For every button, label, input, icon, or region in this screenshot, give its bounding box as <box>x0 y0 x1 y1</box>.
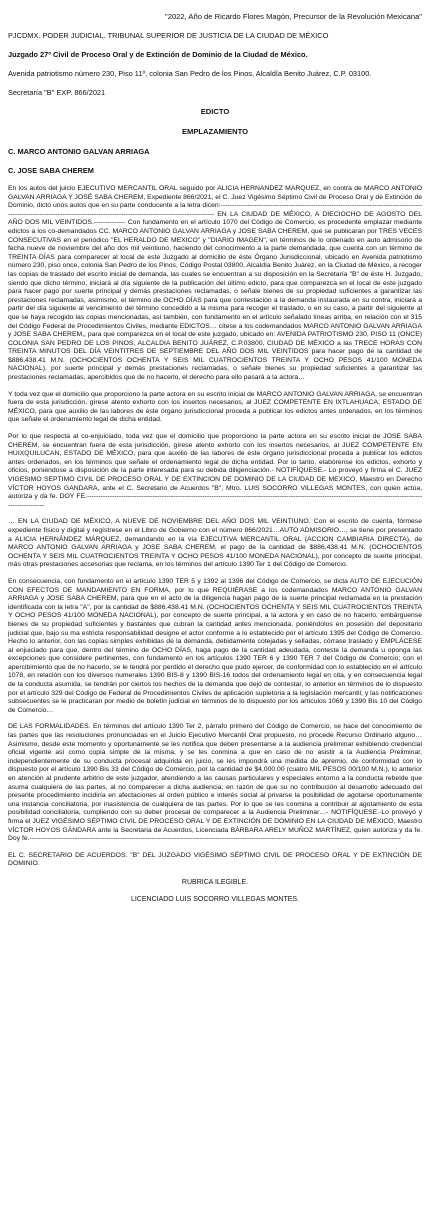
paragraph-auto-agosto: En los autos del juicio EJECUTIVO MERCANTIL ORAL seguido por ALICIA HERNANDEZ MARQUEZ, en contra de MARCO ANTONIO GALVAN ARRIAGA Y JOSÉ SABA CHEREM, Expediente 866/2021, el C. Juez Vigésimo Séptimo Civil de Proceso Oral y de Extinción de Dominio, dictó unos autos que en su parte conducente a la letra dicen:------------------------------------------------------------------------------------------------------------------------------------------------------------------------------------ EN LA CIUDAD DE MÉXICO, A DIECIOCHO DE AGOSTO DEL AÑO DOS MIL VEINTIDOS.-------------- Con fundamento en el artículo 1070 del Código de Comercio, es procedente emplazar mediante edictos a los co-demandados CC. MARCO ANTONIO GALVAN ARRIAGA y JOSE SABA CHEREM, que se publicaran por TRES VECES CONSECUTIVAS en el periódico "EL HERALDO DE MEXICO" y "DIARIO IMAGEN", en términos de lo ordenado en auto admisorio de fecha nueve de noviembre del año dos mil veintiuno, haciendo del conocimiento a la parte demandada, que cuenta con un término de TREINTA DÍAS para comparecer al local de este Juzgado al domicilio de éste Órgano Jurisdiccional, ubicado en Avenida patriotismo número 230, piso once, colonia San Pedro de los Pinos, Código Postal 03800, Alcaldía Benito Juárez, en la Ciudad de México, a recoger las copias de traslado del escrito inicial de demanda, las cuales se encuentran a su disposición en la Secretaría "B" de éste H. Juzgado, siendo que dicho término, iniciará al día siguiente de la publicación del último edicto, para que comparezca en el local de este juzgado para hacer pago por suerte principal y demás prestaciones reclamadas, o señale bienes de su propiedad suficientes a garantizar las prestaciones reclamadas, asimismo, el término de OCHO DÍAS para que contestación a la demanda instaurada en su contra, iniciará a partir del día siguiente al vencimiento del término concedido a la misma para recoger el traslado, o en su caso, a partir del siguiente al que se haya recogido las copias mencionadas, así también, con fundamento en el artículo señalado líneas arriba, en relación con el 315 del Código Federal de Procedimientos Civiles, mediante EDICTOS… cítese a los codemandados MARCO ANTONIO GALVAN ARRIAGA y JOSE SABA CHEREM,, para que comparezca en el local de este juzgado, ubicado en: AVENIDA PATRIOTISMO 230, PISO 11 (ONCE) COLONIA SAN PEDRO DE LOS PINOS, ALCALDIA BENITO JUÁREZ, C.P.03800, CIUDAD DE MÉXICO a las TRECE HORAS CON TREINTA MINUTOS DEL DÍA VEINTITRES DE SEPTIEMBRE DEL AÑO DOS MIL VEINTIDOS para hacer pago de la cantidad de $886,438.41 M.N. (OCHOCIENTOS OCHENTA Y SEIS MIL CUATROCIENTOS TREINTA Y OCHO PESOS 41/100 MONEDA NACIONAL), por suerte principal y demás prestaciones reclamadas, o señale bienes su propiedad suficientes a garantizar las prestaciones reclamadas, apercibidos que de no hacerlo, el derecho para ello pasará a la actora… <box>8 185 422 382</box>
paragraph-secretario: EL C. SECRETARIO DE ACUERDOS. "B" DEL JUZGADO VIGÉSIMO SÉPTIMO CIVIL DE PROCESO ORAL Y DE EXTINCIÓN DE DOMINIO. <box>8 851 422 868</box>
addressee-second: C. JOSE SABA CHEREM <box>8 166 94 175</box>
paragraph-auto-ejecucion: En consecuencia, con fundamento en el artículo 1390 TER 5 y 1392 al 1396 del Código de Comercio, se dicta AUTO DE EJECUCIÓN CON EFECTOS DE MANDAMIENTO EN FORMA, por lo que REQUIÉRASE a los codemandados MARCO ANTONIO GALVAN ARRIAGA y JOSE SABA CHEREM, para que en el acto de la diligencia hagan pago de la suerte principal reclamada en la prestación identificada con la letra "A", por la cantidad de $886,438.41 M.N. (OCHOCIENTOS OCHENTA Y SEIS MIL CUATROCIENTOS TREINTA Y OCHO PESOS 41/100 MONEDA NACIONAL), por concepto de suerte principal, a la actora y en caso de no hacerlo, embárguense bienes de su propiedad suficientes y bastantes que cubran la cantidad antes mencionada, poniéndolos en posesión del depositario judicial que, bajo su ma estricta responsabilidad designe el actor conforme a lo establecido por el artículo 1395 del Código de Comercio. Hecho lo anterior, con las copias simples exhibidas de la demanda, debidamente cotejadas y selladas, córrase traslado y EMPLÁCESE al enjuiciado para que, dentro del término de OCHO DÍAS, haga pago de la cantidad adeudada, conteste la demanda u oponga las excepciones que considere pertinentes, con fundamento en los artículos 1390 TER 6 y 1390 TER 7 del Código de Comercio; con el apercibimiento que de no hacerlo, se le tendrá por perdido el derecho que pudo ejercer, de conformidad con lo establecido en el artículo 1078, en relación con los diversos numerales 1390 BIS-8 y 1390 BIS-16 todos del ordenamiento legal en cita, y en consecuencia legal de la conducta asumida, se tendrán por ciertos los hechos de la demanda que dejó de contestar, lo anterior en términos de lo dispuesto por el artículo 329 del Código de Federal de Procedimientos Civiles de aplicación supletoria a la legislación mercantil, y las notificaciones subsecuentes se le practicaran por medio de boletín judicial en términos de lo dispuesto por los artículos 1069 y 1390 Bis 10 del Código de Comercio… <box>8 577 422 714</box>
edicto-title: EDICTO <box>200 107 230 116</box>
signature-rubrica: RUBRICA ILEGIBLE. <box>181 878 249 886</box>
year-motto: "2022, Año de Ricardo Flores Magón, Precursor de la Revolución Mexicana" <box>165 12 422 21</box>
court-name: Juzgado 27º Civil de Proceso Oral y de Extinción de Dominio de la Ciudad de México. <box>8 50 308 59</box>
court-address: Avenida patriotismo número 230, Piso 11º, colonia San Pedro de los Pinos, Alcaldía Benito Juárez, C.P. 03100. <box>8 69 372 78</box>
addressee-first: C. MARCO ANTONIO GALVAN ARRIAGA <box>8 147 150 156</box>
paragraph-auto-admisorio: … EN LA CIUDAD DE MÉXICO, A NUEVE DE NOVIEMBRE DEL AÑO DOS MIL VEINTIUNO. Con el escrito de cuenta, fórmese expediente físico y digital y regístrese en el Libro de Gobierno con el número 866/2021…AUTO ADMISORIO…, se tiene por presentado a ALICIA HERNÁNDEZ MÁRQUEZ, demandando en la vía EJECUTIVA MERCANTIL ORAL (ACCION CAMBIARIA DIRECTA), de MARCO ANTONIO GALVAN ARRIAGA y JOSE SABA CHEREM, el pago de la cantidad de $886,438.41 M.N. (OCHOCIENTOS OCHENTA Y SEIS MIL CUATROCIENTOS TREINTA Y OCHO PESOS 41/100 MONEDA NACIONAL), por concepto de suerte principal, más otras prestaciones accesorias que reclama, en los términos del artículo 1390 Ter 1 del Código de Comercio. <box>8 518 422 569</box>
signature-name: LICENCIADO LUIS SOCORRO VILLEGAS MONTES. <box>130 895 300 903</box>
institution-line: PJCDMX. PODER JUDICIAL. TRIBUNAL SUPERIOR DE JUSTICIA DE LA CIUDAD DE MÉXICO <box>8 31 329 40</box>
paragraph-exhorto-huixquilucan: Por lo que respecta al co-enjuiciado, toda vez que el domicilio que proporciono la parte actora en su escrito inicial de JOSE SABA CHEREM, se encuentran fuera de esta jurisdicción, gírese atento exhorto con los insertos necesarios, al JUEZ COMPETENTE EN HUIXQUILUCAN, ESTADO DE MÉXICO, para que auxilio de las labores de éste órgano jurisdiccional proceda a publicar los edictos antes ordenados, en los términos que señale el ordenamiento legal de dicha entidad. Por lo tanto, elabórense los edictos, exhorto y oficios, poniéndose a disposición de la parte interesada para su debida diligenciación.- NOTIFÍQUESE.- Lo proveyó y firma el C. JUEZ VIGESIMO SEPTIMO CIVIL DE PROCESO ORAL Y DE EXTINCION DE DOMINIO DE LA CIUDAD DE MEXICO, Maestro en Derecho VÍCTOR HOYOS GANDARA, ante el C. Secretario de Acuerdos "B", Mtro. LUIS SOCORRO VILLEGAS MONTES, con quien actúa, autoriza y da fe. DOY FE.-------------------------------------------------------------------------------------------------------------------------------------------------------------------- <box>8 433 422 509</box>
paragraph-formalidades: DE LAS FORMALIDADES. En términos del artículo 1390 Ter 2, párrafo primero del Código de Comercio, se hace del conocimiento de las partes que las resoluciones pronunciadas en el Juicio Ejecutivo Mercantil Oral propuesto, no procede Recurso Ordinario alguno… Asimismo, desde este momento y oportunamente se les notifica que deben presentarse a la audiencia preliminar exhibiendo credencial oficial vigente así como copia simple de la misma, y se les conmina a que en caso de no asistir a la Audiencia Preliminar, independientemente de su conducta procesal adquirida en juicio, se les impondrá una medida de apremio, de conformidad con lo dispuesto por el artículo 1390 Bis 33 del Código de Comercio, por la cantidad de $4,000.00 (cuatro MIL PESOS 00/100 M.N.), lo anterior en atención al prudente arbitrio de este juzgador, atendiendo a las causas particulares y especiales entorno a la conducta rebelde que asuma cualquiera de las partes, al no comparecer a dicha audiencia; en razón de que su no contribución al desarrollo adecuado del presente procedimiento incidiría en afectaciones al orden público e interés social al privarse la posibilidad de agotarse oportunamente una instancia conciliatoria, por inasistencia de cualquiera de las partes. Por lo que se les conmina a contribuir al agotamiento de esta posibilidad conciliatoria, cumpliendo con su deber procesal de comparecer a la Audiencia Preliminar…- NOTIFÍQUESE.-Lo proveyó y firma el JUEZ VIGÉSIMO SÉPTIMO CIVIL DE PROCESO ORAL Y DE EXTINCIÓN DE DOMINIO EN LA CIUDAD DE MÉXICO, Maestro VÍCTOR HOYOS GÁNDARA ante la Secretaria de Acuerdos, Licenciada BÁRBARA ARELY MUÑOZ MARTÍNEZ, quien autoriza y da fe. Doy fe.-------------------------------------------------------------------------------------------------------------------------------------------------------------------- <box>8 723 422 843</box>
paragraph-exhorto-ixtlahuaca: Y toda vez que el domicilio que proporciono la parte actora en su escrito inicial de MARCO ANTONIO GALVAN ARRIAGA, se encuentran fuera de esta jurisdicción, gírese atento exhorto con los insertos necesarios, al JUEZ COMPETENTE EN IXTLAHUACA, ESTADO DE MÉXICO, para que auxilio de las labores de éste órgano jurisdiccional proceda a publicar los edictos antes ordenados, en los términos que señale el ordenamiento legal de dicha entidad. <box>8 390 422 424</box>
secretaria-expediente: Secretaría "B" EXP. 866/2021 <box>8 88 106 97</box>
emplazamiento-title: EMPLAZAMIENTO <box>181 127 249 136</box>
